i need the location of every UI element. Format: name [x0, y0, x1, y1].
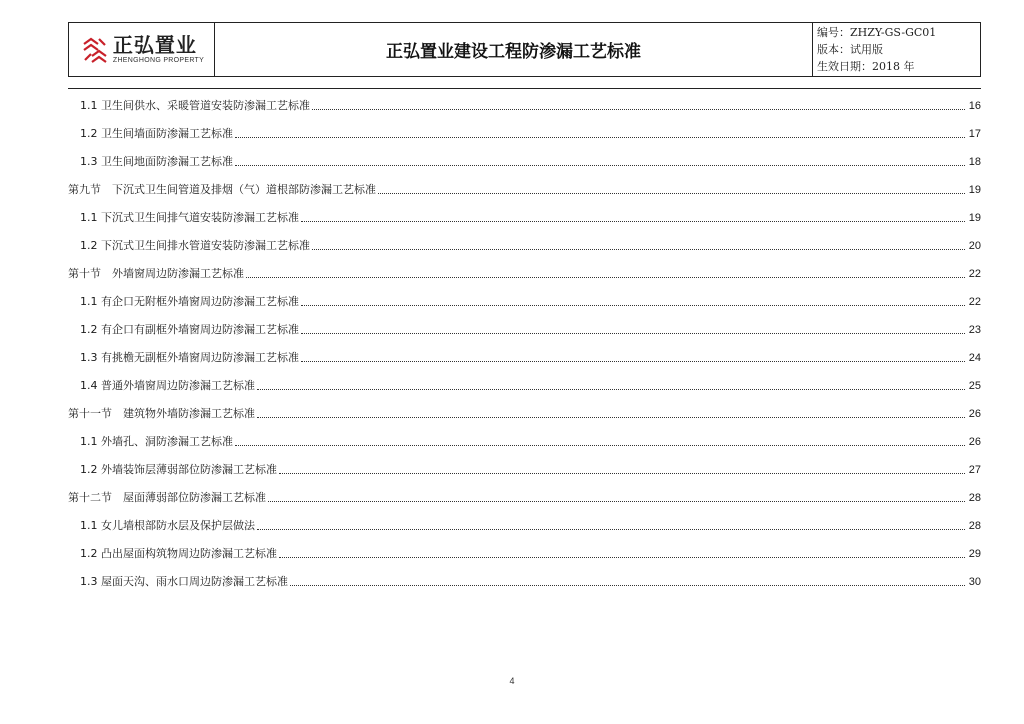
toc-section-entry[interactable]: [68, 485, 981, 505]
toc-entry-label: 1.2 外墙装饰层薄弱部位防渗漏工艺标准: [80, 463, 277, 476]
toc-entry-label: 1.1 有企口无附框外墙窗周边防渗漏工艺标准: [80, 295, 299, 308]
toc-dot-leader: [279, 556, 965, 558]
toc-entry-page: 17: [968, 128, 981, 140]
toc-dot-leader: [257, 416, 965, 418]
toc-entry-page: 27: [968, 464, 981, 476]
toc-dot-leader: [301, 304, 965, 306]
toc-dot-leader: [301, 220, 965, 222]
logo-chinese-name: 正弘置业: [112, 33, 197, 57]
toc-subsection-entry[interactable]: [68, 233, 981, 253]
logo-english-name: ZHENGHONG PROPERTY: [112, 57, 205, 64]
toc-subsection-entry[interactable]: [68, 429, 981, 449]
toc-dot-leader: [257, 528, 965, 530]
header-divider: [68, 88, 981, 89]
toc-entry-page: 19: [968, 212, 981, 224]
toc-entry-label: 1.3 有挑檐无副框外墙窗周边防渗漏工艺标准: [80, 351, 299, 364]
toc-subsection-entry[interactable]: [68, 513, 981, 533]
effective-date: 生效日期：2018 年: [817, 60, 915, 73]
toc-subsection-entry[interactable]: [68, 373, 981, 393]
toc-entry-page: 26: [968, 408, 981, 420]
toc-subsection-entry[interactable]: [68, 317, 981, 337]
document-header: [68, 22, 981, 77]
toc-entry-label: 1.2 下沉式卫生间排水管道安装防渗漏工艺标准: [80, 239, 310, 252]
document-code: 编号：ZHZY-GS-GC01: [817, 26, 937, 39]
toc-dot-leader: [301, 360, 965, 362]
toc-entry-label: 1.1 卫生间供水、采暖管道安装防渗漏工艺标准: [80, 99, 310, 112]
toc-section-entry[interactable]: [68, 401, 981, 421]
toc-dot-leader: [290, 584, 965, 586]
toc-entry-page: 25: [968, 380, 981, 392]
toc-dot-leader: [378, 192, 965, 194]
toc-subsection-entry[interactable]: [68, 569, 981, 589]
toc-entry-page: 30: [968, 576, 981, 588]
toc-entry-label: 1.1 外墙孔、洞防渗漏工艺标准: [80, 435, 233, 448]
page-number: 4: [509, 676, 515, 686]
toc-subsection-entry[interactable]: [68, 149, 981, 169]
toc-dot-leader: [301, 332, 965, 334]
toc-entry-page: 22: [968, 296, 981, 308]
company-logo: [69, 23, 215, 76]
toc-subsection-entry[interactable]: [68, 457, 981, 477]
toc-dot-leader: [257, 388, 965, 390]
logo-emblem-icon: [81, 36, 109, 64]
toc-entry-label: 第十节 外墙窗周边防渗漏工艺标准: [68, 267, 244, 280]
toc-entry-label: 第九节 下沉式卫生间管道及排烟（气）道根部防渗漏工艺标准: [68, 183, 376, 196]
toc-dot-leader: [235, 444, 965, 446]
toc-entry-label: 1.2 卫生间墙面防渗漏工艺标准: [80, 127, 233, 140]
toc-entry-page: 28: [968, 520, 981, 532]
toc-dot-leader: [312, 108, 965, 110]
document-version: 版本：试用版: [817, 43, 883, 56]
toc-entry-label: 1.3 屋面天沟、雨水口周边防渗漏工艺标准: [80, 575, 288, 588]
toc-entry-page: 18: [968, 156, 981, 168]
toc-subsection-entry[interactable]: [68, 121, 981, 141]
document-title: 正弘置业建设工程防渗漏工艺标准: [215, 23, 813, 76]
toc-entry-page: 22: [968, 268, 981, 280]
toc-entry-page: 19: [968, 184, 981, 196]
toc-section-entry[interactable]: [68, 177, 981, 197]
toc-dot-leader: [235, 136, 965, 138]
toc-dot-leader: [312, 248, 965, 250]
toc-entry-label: 第十一节 建筑物外墙防渗漏工艺标准: [68, 407, 255, 420]
toc-entry-label: 1.4 普通外墙窗周边防渗漏工艺标准: [80, 379, 255, 392]
toc-entry-page: 29: [968, 548, 981, 560]
toc-entry-label: 第十二节 屋面薄弱部位防渗漏工艺标准: [68, 491, 266, 504]
toc-subsection-entry[interactable]: [68, 93, 981, 113]
toc-entry-label: 1.2 凸出屋面构筑物周边防渗漏工艺标准: [80, 547, 277, 560]
document-meta: [813, 23, 980, 76]
toc-dot-leader: [235, 164, 965, 166]
toc-subsection-entry[interactable]: [68, 541, 981, 561]
toc-dot-leader: [268, 500, 965, 502]
toc-entry-label: 1.2 有企口有副框外墙窗周边防渗漏工艺标准: [80, 323, 299, 336]
toc-entry-page: 16: [968, 100, 981, 112]
toc-entry-label: 1.1 下沉式卫生间排气道安装防渗漏工艺标准: [80, 211, 299, 224]
toc-entry-page: 28: [968, 492, 981, 504]
toc-entry-label: 1.3 卫生间地面防渗漏工艺标准: [80, 155, 233, 168]
toc-entry-page: 24: [968, 352, 981, 364]
toc-dot-leader: [279, 472, 965, 474]
toc-subsection-entry[interactable]: [68, 205, 981, 225]
toc-subsection-entry[interactable]: [68, 345, 981, 365]
toc-entry-page: 23: [968, 324, 981, 336]
toc-entry-page: 26: [968, 436, 981, 448]
toc-section-entry[interactable]: [68, 261, 981, 281]
toc-entry-label: 1.1 女儿墙根部防水层及保护层做法: [80, 519, 255, 532]
toc-dot-leader: [246, 276, 965, 278]
toc-entry-page: 20: [968, 240, 981, 252]
toc-subsection-entry[interactable]: [68, 289, 981, 309]
